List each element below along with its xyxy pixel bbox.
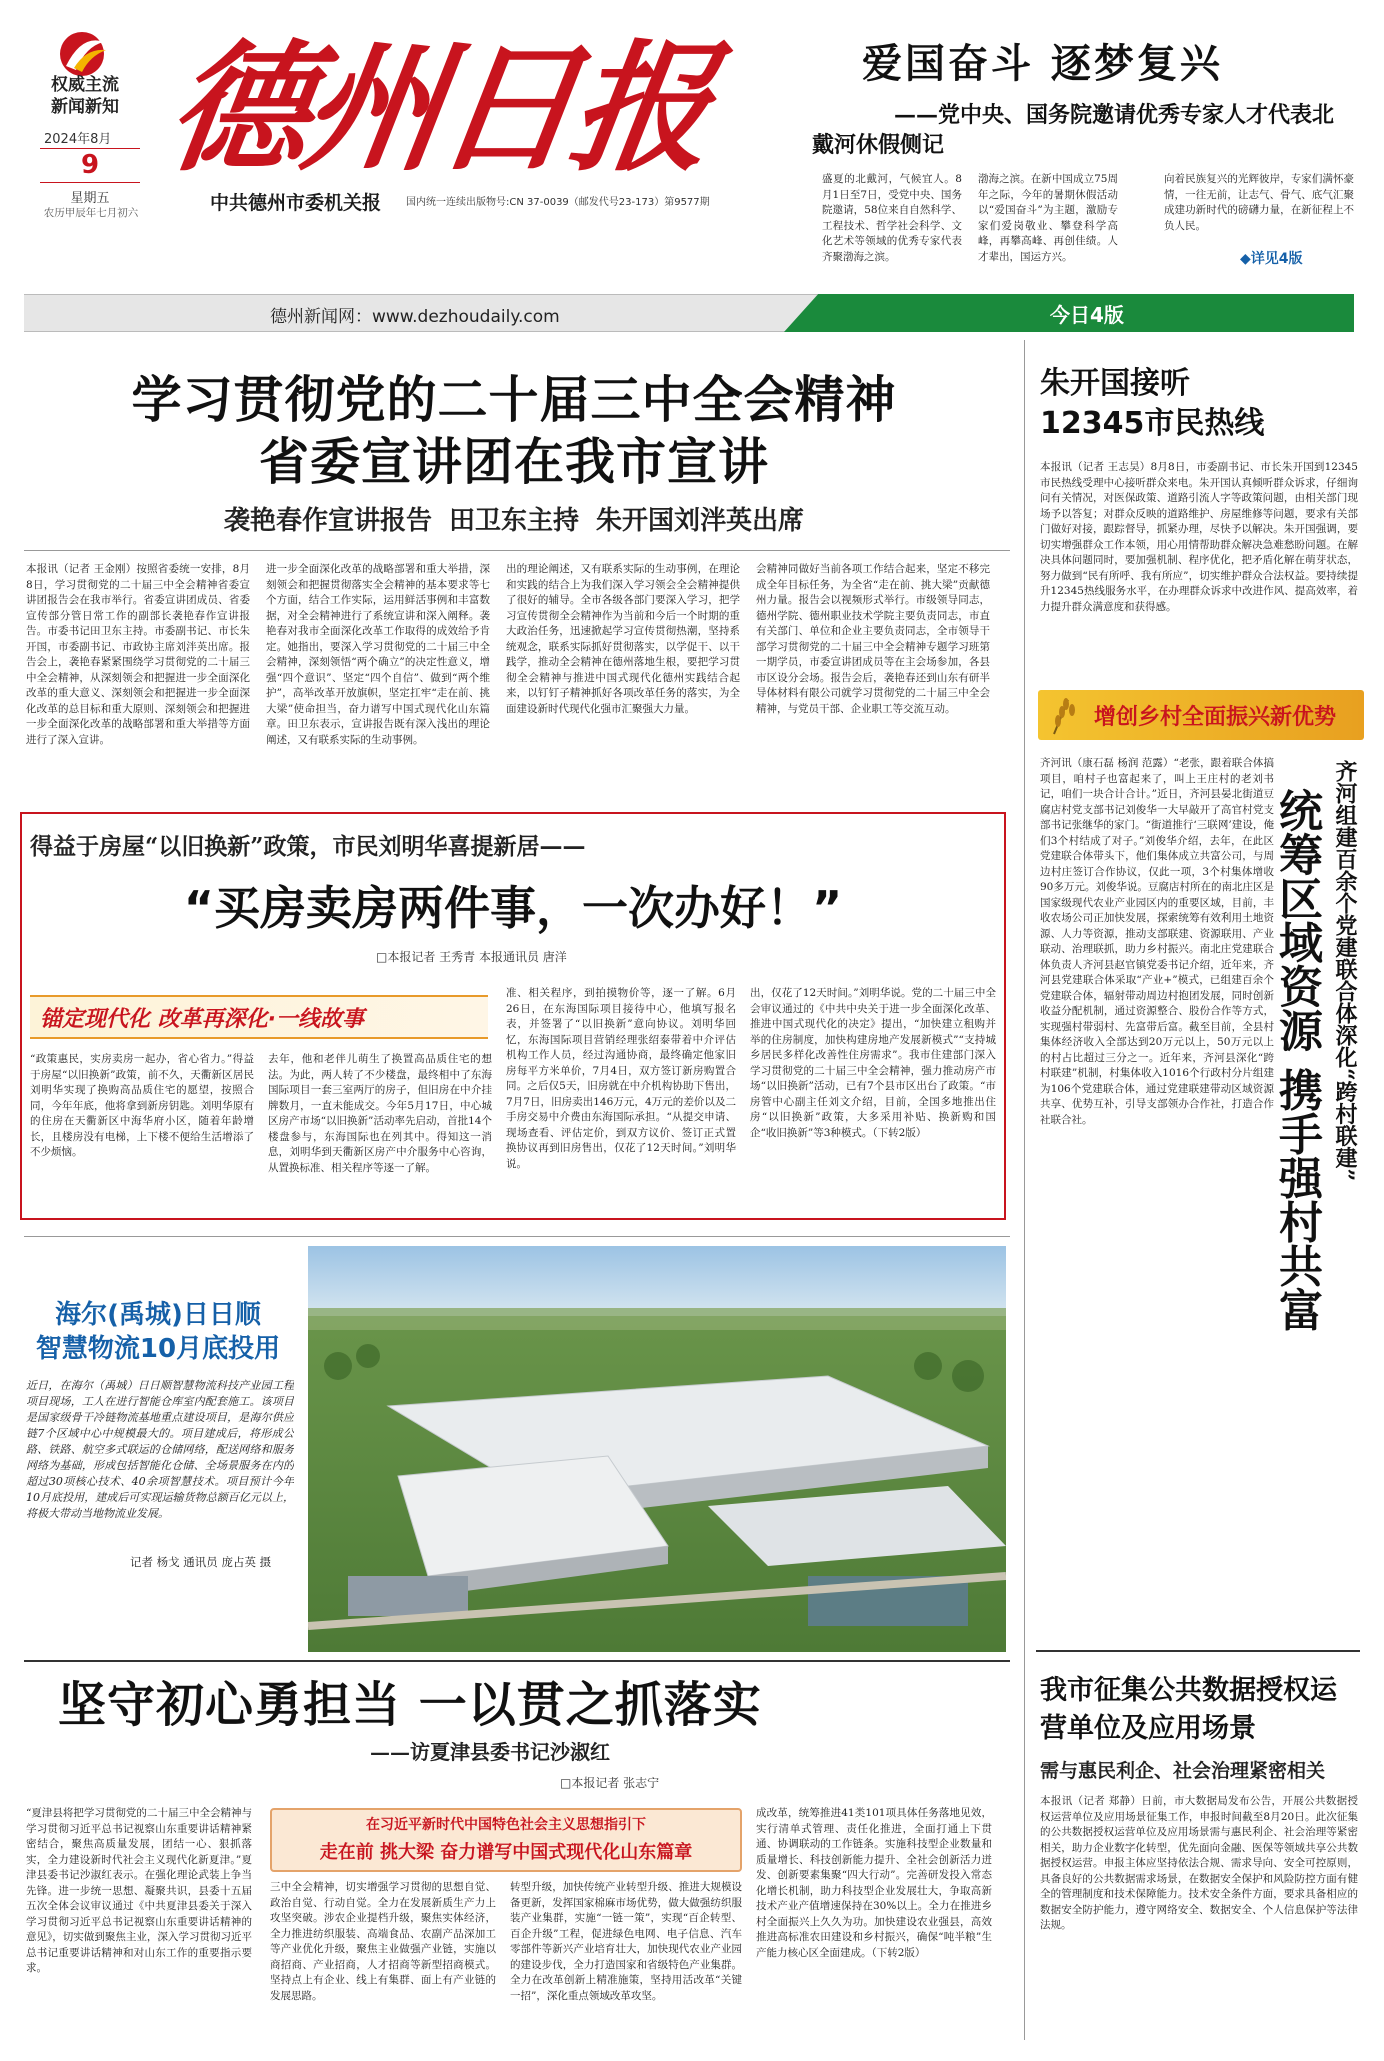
issue-date: 2024年8月 <box>44 132 112 147</box>
bottom-story-col-2: 三中全会精神，切实增强学习贯彻的思想自觉、政治自觉、行动自觉。全力在发展新质生产力上攻坚突破。涉农企业提档升级，聚焦实体经济，全力推进纺织服装、高端食品、农副产品深加工等产业优化升级，聚焦主业做强产业链，实施以商招商、产业招商，人才招商等新型招商模式。坚持点上有企业、线上有集群、面上有产业链的发展思路。 <box>270 1881 496 2002</box>
sidebar-story-3-text: 本报讯（记者 郑静）日前，市大数据局发布公告，开展公共数据授权运营单位及应用场景征集工作，申报时间截至8月20日。此次征集的公共数据授权运营单位及应用场景需与惠民利企、社会治理等紧密相关，助力企业数字化转型，优先面向金融、医保等领域共享公共数据授权运营。申报主体应坚持依法合规、需求导向、安全可控原则，具备良好的公共数据需求场景，在数据安全保护和风险防控方面有健全的管理制度和技术保障能力。技术安全条件方面，要求具备相应的数据安全防护能力，遵守网络安全、数据安全、个人信息保护等法律法规。 <box>1040 1795 1358 1931</box>
box-story-col-4: 出，仅花了12天时间。”刘明华说。党的二十届三中全会审议通过的《中共中央关于进一步全面深化改革、推进中国式现代化的决定》提出，“加快建立租购并举的住房制度，加快构建房地产发展新模式”“支持城乡居民多样化改善性住房需求”。我市住建部门深入学习贯彻党的二十届三中全会精神，强力推动房产市场“以旧换新”活动，已有7个县市区出台了政策。“市房管中心副主任刘文介绍，目前，全国多地推出住房“以旧换新”政策，大多采用补贴、换新购和国企“收旧换新”等3种模式。（下转2版） <box>750 987 996 1139</box>
top-story-title: 爱国奋斗 逐梦复兴 <box>862 40 1223 87</box>
column-tag-label: 锚定现代化 改革再深化·一线故事 <box>40 1007 365 1032</box>
rural-banner-label: 增创乡村全面振兴新优势 <box>1094 705 1337 730</box>
sidebar-story-3-subtitle: 需与惠民利企、社会治理紧密相关 <box>1040 1760 1326 1782</box>
main-story-subtitle: 袭艳春作宣讲报告 田卫东主持 朱开国刘泮英出席 <box>223 506 805 536</box>
bottom-story-col-1: “夏津县将把学习贯彻党的二十届三中全会精神与学习贯彻习近平总书记视察山东重要讲话精神紧密结合，聚焦高质量发展，团结一心、狠抓落实，全力建设新时代社会主义现代化新夏津。”夏津县委书记沙淑红表示。在强化理论武装上争当先锋。进一步统一思想、凝聚共识，县委十五届五次全体会议审议通过《中共夏津县委关于深入学习贯彻习近平总书记视察山东重要讲话精神的意见》，切实做到聚焦主业，深入学习贯彻习近平总书记重要讲话精神和对山东工作的重要指示要求。 <box>26 1807 252 1974</box>
sidebar-story-2-title: 统筹区域资源 携手强村共富 <box>1271 788 1322 1332</box>
top-story-more-link[interactable]: ◆详见4版 <box>1240 251 1303 267</box>
box-story-byline: □本报记者 王秀青 本报通讯员 唐洋 <box>376 950 567 964</box>
newspaper-title: 德州日报 <box>158 27 718 191</box>
main-story-col-1: 本报讯（记者 王金刚）按照省委统一安排，8月8日，学习贯彻党的二十届三中全会精神省委宣讲团报告会在我市举行。省委宣讲团成员、省委宣传部分管日常工作的副部长袭艳春作宣讲报告。市委书记田卫东主持。市委副书记、市长朱开国，市委副书记、市政协主席刘泮英出席。报告会上，袭艳春紧紧围绕学习贯彻党的二十届三中全会精神，从深刻领会和把握进一步全面深化改革的重大意义、深刻领会和把握进一步全面深化改革的总目标和重大原则、深刻领会和把握进一步全面深化改革的战略部署和重大举措等方面进行了深入宣讲。 <box>26 563 250 746</box>
sidebar-story-3-title: 我市征集公共数据授权运营单位及应用场景 <box>1040 1675 1337 1744</box>
main-story-title-2: 省委宣讲团在我市宣讲 <box>259 433 769 491</box>
sidebar-story-2-kicker: 齐河组建百余个党建联合体深化“跨村联建” <box>1332 760 1358 1182</box>
newspaper-logo-icon <box>52 28 114 80</box>
main-story-col-3: 出的理论阐述，又有联系实际的生动事例，在理论和实践的结合上为我们深入学习领会全会精神提供了很好的辅导。全市各级各部门要深入学习，把学习宣传贯彻全会精神作为当前和今后一个时期的重大政治任务，迅速掀起学习宣传贯彻热潮，坚持系统观念，联系实际抓好贯彻落实，以学促干、以干践学，推动全会精神在德州落地生根，要把学习贯彻全会精神与推进中国式现代化德州实践结合起来，以钉钉子精神抓好各项改革任务的落实，为全面建设新时代现代化强市汇聚强大力量。 <box>506 563 740 715</box>
serial-number: 国内统一连续出版物号:CN 37-0039（邮发代号23-173）第9577期 <box>406 197 710 208</box>
photo-story-title-2: 智慧物流10月底投用 <box>35 1334 281 1364</box>
sidebar-story-2-text: 齐河讯（康石磊 杨润 范露）“老张，跟着联合体搞项目，咱村子也富起来了，叫上王庄村的老刘书记，咱们一块合计合计。”近日，齐河县晏北街道豆腐店村党支部书记刘俊华一大早敲开了高官村党支部书记张继华的家门。“街道推行‘三联网’建设，俺们3个村结成了对子。”刘俊华介绍，去年，在此区党建联合体带头下，他们集体成立共富公司，与周边村庄签订合作协议，仅此一项，3个村集体增收90多万元。刘俊华说。豆腐店村所在的南北庄区是国家级现代农业产业园区内的重要区域，目前，丰收农场公司正加快发展，探索统筹有效利用土地资源、人力等资源，推动支部联建、资源联用、产业联动、治理联抓，助力乡村振兴。南北庄党建联合体负责人齐河县赵官镇党委书记介绍，近年来，齐河县党建联合体采取“产业+”模式，已组建百余个党建联合体，辐射带动周边村抱团发展，同时创新收益分配机制，通过资源整合、股份合作等方式，实现强村带弱村、先富带后富。截至目前，全县村集体经济收入全部达到20万元以上，50万元以上的村占比超过三分之一。近年来，齐河县深化“跨村联建”机制，村集体收入1016个行政村分片组建为106个党建联合体，通过党建联建带动区域资源共享、优势互补，引导支部领办合作社，打造合作社联合社。 <box>1040 757 1274 1126</box>
photo-credit: 记者 杨戈 通讯员 庞占英 摄 <box>130 1555 272 1569</box>
bottom-story-col-3: 转型升级，加快传统产业转型升级、推进大规模设备更新，发挥国家棉麻市场优势，做大做强纺织服装产业集群，实施“一链一策”，实现“百企转型、百企升级”工程，促进绿色电网、电子信息、汽车零部件等新兴产业培育壮大，加快现代农业产业园的建设步伐，全力打造国家和省级特色产业集群。全力在改革创新上精准施策，坚持用活改革“关键一招”，深化重点领域改革攻坚。 <box>510 1881 742 2002</box>
top-story-col-3: 向着民族复兴的光辉彼岸，专家们满怀豪情，一往无前，让志气、骨气、底气汇聚成建功新时代的磅礴力量，在新征程上不负人民。 <box>1164 173 1354 232</box>
issue-lunar: 农历甲辰年七月初六 <box>43 207 139 219</box>
bottom-banner-top: 在习近平新时代中国特色社会主义思想指引下 <box>366 1817 646 1833</box>
sidebar-story-1-title: 朱开国接听12345市民热线 <box>1040 366 1265 441</box>
bottom-story-col-4: 成改革，统筹推进41类101项具体任务落地见效，实行清单式管理、责任化推进，全面打通上下贯通、协调联动的工作链条。实施科技型企业数量和质量增长、科技创新能力提升、全社会创新活力迸发、创新要素集聚“四大行动”。完善研发投入常态化增长机制，助力科技型企业发展壮大，争取高新技术产业产值增速保持在30%以上。全力在推进乡村全面振兴上久久为功。加快建设农业强县，高效推进高标准农田建设和乡村振兴，确保“吨半粮”生产能力核心区全面建成。（下转2版） <box>756 1807 992 1959</box>
issue-day: 9 <box>80 150 100 180</box>
slogan-line-1: 权威主流 <box>51 75 119 95</box>
photo-story-title-1: 海尔(禹城)日日顺 <box>55 1300 261 1330</box>
slogan-line-2: 新闻新知 <box>51 97 119 117</box>
main-story-title-1: 学习贯彻党的二十届三中全会精神 <box>131 371 897 429</box>
bottom-story-byline: □本报记者 张志宁 <box>560 1776 660 1790</box>
box-story-kicker: 得益于房屋“以旧换新”政策，市民刘明华喜提新居—— <box>30 833 586 860</box>
bottom-banner-main: 走在前 挑大梁 奋力谱写中国式现代化山东篇章 <box>319 1842 693 1863</box>
website-url[interactable]: 德州新闻网：www.dezhoudaily.com <box>270 307 560 327</box>
sidebar-story-1-text: 本报讯（记者 王志昊）8月8日，市委副书记、市长朱开国到12345市民热线受理中心接听群众来电。朱开国认真倾听群众诉求，仔细询问有关情况，对医保政策、道路引流人字等政策问题，由相关部门现场予以答复；对群众反映的道路维护、房屋维修等问题，要求有关部门做好对接，跟踪督导，抓紧办理，尽快予以解决。朱开国强调，要切实增强群众工作本领，用心用情帮助群众解决急难愁盼问题。在解决具体问题同时，要加强机制、程序优化，把矛盾化解在萌芽状态，努力做到“民有所呼、我有所应”，切实维护群众合法权益。要持续提升12345热线服务水平，在办理群众诉求中改进作风、提高效率，着力提升群众满意度和获得感。 <box>1040 461 1358 613</box>
box-story-col-1: “政策惠民，实房卖房一起办，省心省力。”得益于房屋“以旧换新”政策，前不久，天衢新区居民刘明华实现了换购高品质住宅的愿望，按照合同，今年年底，他将拿到新房钥匙。刘明华原有的住房在天衢新区中海华府小区，随着年龄增长，且楼房没有电梯，上下楼不便给生活增添了不少烦恼。 <box>30 1053 254 1158</box>
wheat-icon <box>1044 694 1090 736</box>
logistics-park-photo <box>308 1246 1006 1652</box>
issue-weekday: 星期五 <box>70 191 110 206</box>
bottom-story-subtitle: ——访夏津县委书记沙淑红 <box>370 1740 610 1764</box>
pages-label: 今日4版 <box>1050 303 1124 327</box>
photo-story-text: 近日，在海尔（禹城）日日顺智慧物流科技产业园工程项目现场，工人在进行智能仓库室内配套施工。该项目是国家级骨干冷链物流基地重点建设项目，是海尔供应链7个区域中心中规模最大的。项目建成后，将形成公路、铁路、航空多式联运的仓储网络，配送网络和服务网络为基础，形成包括智能化仓储、全场景服务在内的超过30项核心技术、40余项智慧技术。项目预计今年10月底投用，建成后可实现运输货物总额百亿元以上，将极大带动当地物流业发展。 <box>26 1379 294 1520</box>
box-story-col-2: 去年，他和老伴儿萌生了换置高品质住宅的想法。为此，两人转了不少楼盘，最终相中了东海国际项目一套三室两厅的房子，但旧房在中介挂牌数月，一直未能成交。今年5月17日，中心城区房产市场“以旧换新”活动率先启动，首批14个楼盘参与，东海国际也在列其中。得知这一消息，刘明华到天衢新区房产中介服务中心咨询，从置换标准、相关程序等逐一了解。 <box>268 1053 492 1174</box>
box-story-title: “买房卖房两件事，一次办好！” <box>183 881 843 935</box>
bottom-story-title: 坚守初心勇担当 一以贯之抓落实 <box>58 1677 762 1733</box>
main-story-col-2: 进一步全面深化改革的战略部署和重大举措，深刻领会和把握贯彻落实全会精神的基本要求等七个方面，结合工作实际，运用鲜活事例和丰富数据，对全会精神进行了系统宣讲和深入阐释。袭艳春对我市全面深化改革工作取得的成效给予肯定。她指出，要深入学习贯彻党的二十届三中全会精神，深刻领悟“两个确立”的决定性意义，增强“四个意识”、坚定“四个自信”、做到“两个维护”，高举改革开放旗帜，坚定扛牢“走在前、挑大梁”使命担当，奋力谱写中国式现代化山东篇章。田卫东表示，宣讲报告既有深入浅出的理论阐述，又有联系实际的生动事例。 <box>266 563 490 746</box>
publisher-name: 中共德州市委机关报 <box>210 192 382 214</box>
box-story-col-3: 准、相关程序，到拍摸物价等，逐一了解。6月26日，在东海国际项目接待中心，他填写报名表，并签署了“以旧换新”意向协议。刘明华回忆，东海国际项目营销经理张绍泰带着中介评估机构工作人员，经过沟通协商，最终确定他家旧房每平方米单价，7月4日，双方签订新房购置合同。之后仅5天，旧房就在中介机构协助下售出，7月7日，旧房卖出146万元，4万元的差价以及二手房交易中介费由东海国际承担。“从提交申请、现场查看、评估定价，到双方议价、签订正式置换协议再到旧房售出，仅花了12天时间。”刘明华说。 <box>506 987 736 1170</box>
main-story-col-4: 会精神同做好当前各项工作结合起来，坚定不移完成全年目标任务，为全省“走在前、挑大梁”贡献德州力量。报告会以视频形式举行。市级领导同志，德州学院、德州职业技术学院主要负责同志，市直有关部门、单位和企业主要负责同志，全市领导干部学习贯彻党的二十届三中全会精神专题学习班第一期学员，市委宣讲团成员等在主会场参加，各县市区设分会场。报告会后，袭艳春还到山东有研半导体材料有限公司就学习贯彻党的二十届三中全会精神，与党员干部、企业职工等交流互动。 <box>756 563 990 715</box>
top-story-subtitle: ——党中央、国务院邀请优秀专家人才代表北戴河休假侧记 <box>812 102 1335 158</box>
top-story-col-2: 渤海之滨。在新中国成立75周年之际，今年的暑期休假活动以“爱国奋斗”为主题，激励专家们爱岗敬业、攀登科学高峰，再攀高峰、再创佳绩。人才辈出，国运方兴。 <box>978 173 1118 263</box>
top-story-col-1: 盛夏的北戴河，气候宜人。8月1日至7日，受党中央、国务院邀请，58位来自自然科学、工程技术、哲学社会科学、文化艺术等领域的优秀专家代表齐聚渤海之滨。 <box>822 173 962 263</box>
